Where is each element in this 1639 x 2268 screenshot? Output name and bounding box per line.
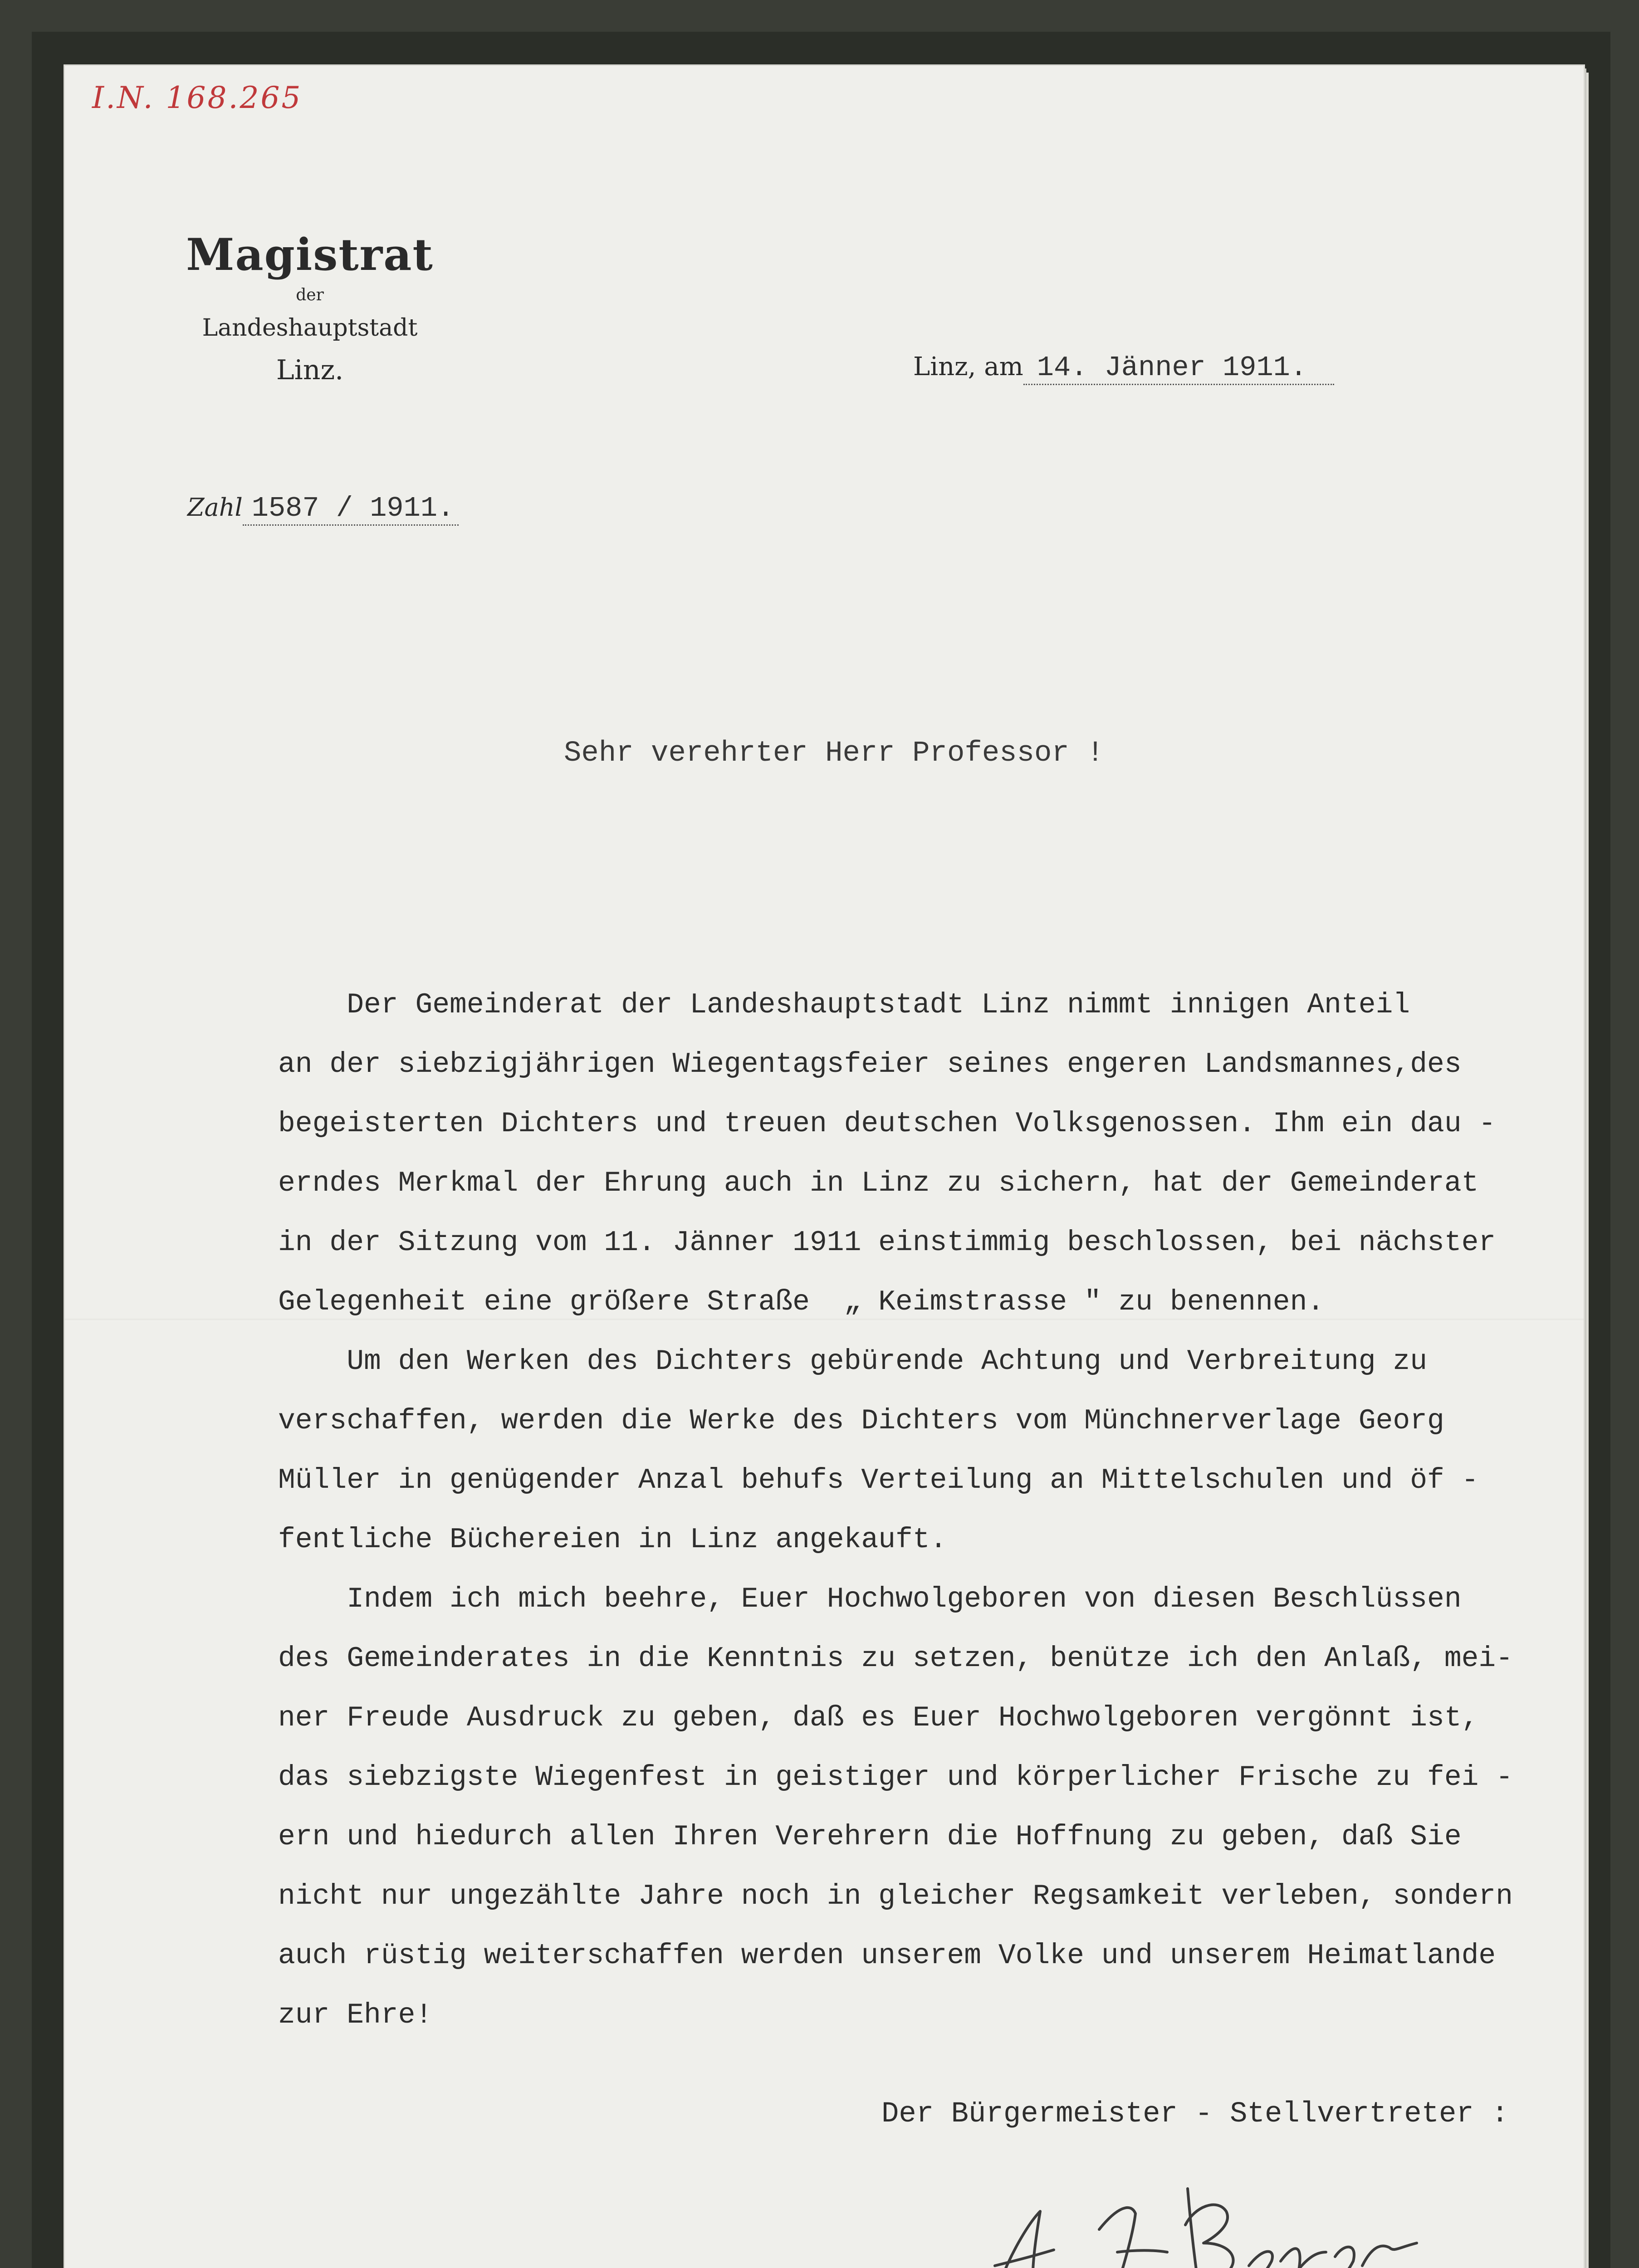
letterhead-title: Magistrat — [186, 229, 434, 280]
letterhead-city: Linz. — [276, 354, 344, 386]
salutation: Sehr verehrter Herr Professor ! — [564, 737, 1104, 770]
body-line: erndes Merkmal der Ehrung auch in Linz zu sichern, hat der Gemeinderat — [278, 1167, 1479, 1199]
archive-inventory-number: I.N. 168.265 — [92, 80, 303, 115]
reference-number — [187, 492, 459, 526]
reference-value: 1587 / 1911. — [243, 492, 459, 526]
body-line: fentliche Büchereien in Linz angekauft. — [278, 1524, 947, 1556]
place-label: Linz, am — [913, 352, 1023, 381]
body-line: nicht nur ungezählte Jahre noch in gleicher Regsamkeit verleben, sondern — [278, 1880, 1513, 1912]
body-line: ern und hiedurch allen Ihren Verehrern die Hoffnung zu geben, daß Sie — [278, 1821, 1462, 1853]
body-line: Müller in genügender Anzal behufs Verteilung an Mittelschulen und öf - — [278, 1464, 1479, 1496]
body-line: das siebzigste Wiegenfest in geistiger und körperlicher Frische zu fei - — [278, 1761, 1513, 1794]
reference-label: Zahl — [187, 493, 243, 522]
body-line: zur Ehre! — [278, 1999, 433, 2031]
place-date — [913, 352, 1334, 385]
body-line: in der Sitzung vom 11. Jänner 1911 einstimmig beschlossen, bei nächster — [278, 1227, 1496, 1259]
signature-image — [981, 2134, 1503, 2268]
body-line: Um den Werken des Dichters gebürende Achtung und Verbreitung zu — [278, 1345, 1428, 1378]
body-line: Der Gemeinderat der Landeshauptstadt Linz nimmt innigen Anteil — [278, 989, 1410, 1021]
letterhead-der: der — [296, 286, 324, 304]
body-line: verschaffen, werden die Werke des Dichters vom Münchnerverlage Georg — [278, 1405, 1444, 1437]
body-line: an der siebzigjährigen Wiegentagsfeier seines engeren Landsmannes,des — [278, 1048, 1462, 1080]
body-line: ner Freude Ausdruck zu geben, daß es Euer Hochwolgeboren vergönnt ist, — [278, 1702, 1479, 1734]
body-line: Indem ich mich beehre, Euer Hochwolgeboren von diesen Beschlüssen — [278, 1583, 1462, 1615]
body-line: Gelegenheit eine größere Straße „ Keimstrasse " zu benennen. — [278, 1286, 1325, 1318]
letterhead — [160, 229, 460, 386]
body-line: begeisterten Dichters und treuen deutschen Volksgenossen. Ihm ein dau - — [278, 1108, 1496, 1140]
body-line: auch rüstig weiterschaffen werden unserem Volke und unserem Heimatlande — [278, 1940, 1496, 1972]
letter-body — [278, 975, 1594, 2045]
letter-sheet — [65, 66, 1584, 2268]
letterhead-city-line: Landeshauptstadt — [202, 314, 418, 342]
closing-title: Der Bürgermeister - Stellvertreter : — [881, 2098, 1509, 2131]
date-value: 14. Jänner 1911. — [1023, 352, 1334, 385]
body-line: des Gemeinderates in die Kenntnis zu setzen, benütze ich den Anlaß, mei- — [278, 1642, 1513, 1675]
